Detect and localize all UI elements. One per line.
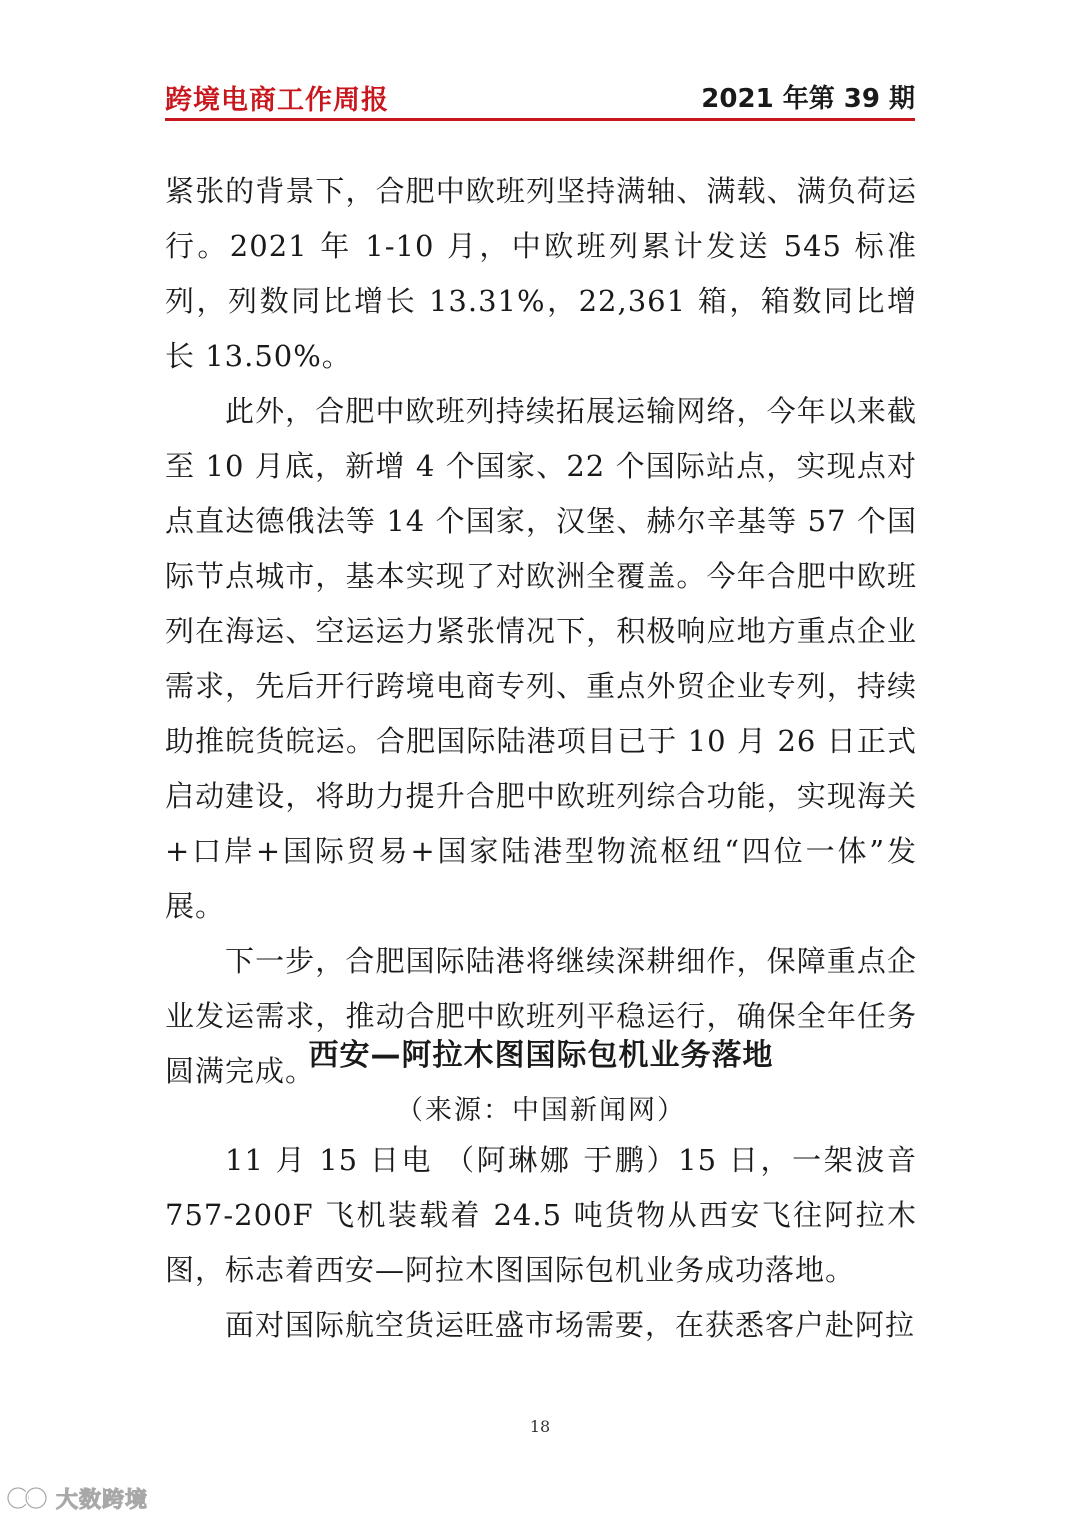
issue-number: 2021 年第 39 期 xyxy=(701,84,915,114)
paragraph: 此外，合肥中欧班列持续拓展运输网络，今年以来截至 10 月底，新增 4 个国家、22 个国际站点，实现点对点直达德俄法等 14 个国家，汉堡、赫尔辛基等 57 个国际节点城市，基本实现了对欧洲全覆盖。今年合肥中欧班列在海运、空运运力紧张情况下，积极响应地方重点企业需求，先后开行跨境电商专列、重点外贸企业专列，持续助推皖货皖运。合肥国际陆港项目已于 10 月 26 日正式启动建设，将助力提升合肥中欧班列综合功能，实现海关+口岸+国际贸易+国家陆港型物流枢纽“四位一体”发展。 xyxy=(165,394,917,923)
article-body-2 xyxy=(165,1133,917,1353)
header-divider xyxy=(165,118,915,121)
page-header xyxy=(165,78,915,118)
paragraph: 下一步，合肥国际陆港将继续深耕细作，保障重点企业发运需求，推动合肥中欧班列平稳运行，确保全年任务圆满完成。 xyxy=(165,944,917,1088)
page-number: 18 xyxy=(529,1417,551,1436)
article-source: （来源：中国新闻网） xyxy=(396,1095,686,1126)
watermark xyxy=(6,1478,148,1518)
paragraph: 紧张的背景下，合肥中欧班列坚持满轴、满载、满负荷运行。2021 年 1-10 月，中欧班列累计发送 545 标准列，列数同比增长 13.31%，22,361 箱，箱数同比增长 13.50%。 xyxy=(165,174,917,373)
paragraph: 面对国际航空货运旺盛市场需要，在获悉客户赴阿拉 xyxy=(225,1308,916,1342)
paragraph: 11 月 15 日电 （阿琳娜 于鹏）15 日，一架波音 757-200F 飞机装载着 24.5 吨货物从西安飞往阿拉木图，标志着西安—阿拉木图国际包机业务成功落地。 xyxy=(165,1143,917,1287)
brand-logo-icon xyxy=(6,1483,50,1513)
watermark-label: 大数跨境 xyxy=(56,1487,149,1513)
publication-title: 跨境电商工作周报 xyxy=(165,85,389,116)
article-title: 西安—阿拉木图国际包机业务落地 xyxy=(308,1038,774,1073)
article-body-1 xyxy=(165,164,917,1099)
